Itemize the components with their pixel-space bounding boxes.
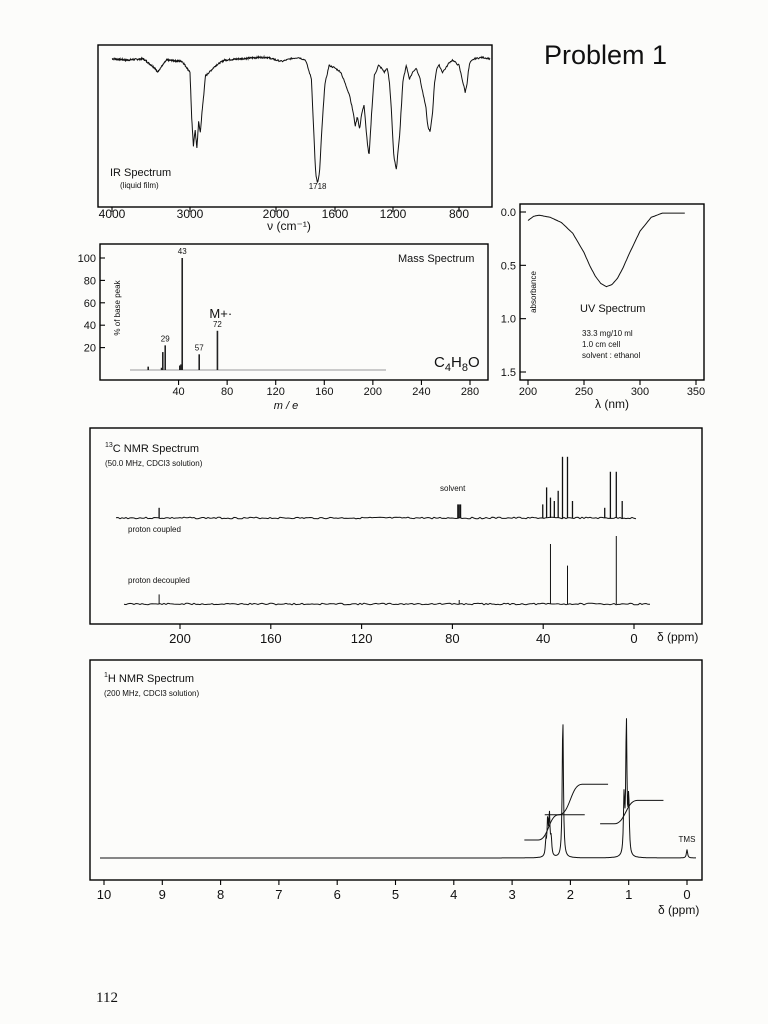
ms-x-tick-label-0: 40	[172, 386, 185, 398]
ir-peak-label: 1718	[308, 182, 327, 191]
uv-x-tick-label-0: 200	[518, 386, 538, 398]
ms-peak-label-1: 43	[177, 247, 187, 256]
ms-peak-label-0: 29	[160, 334, 170, 344]
ir-x-tick-label-3: 1600	[321, 207, 349, 221]
mass-spectrum-panel	[78, 244, 488, 412]
c13-x-tick-label-1: 160	[259, 631, 282, 646]
c13-x-tick-label-3: 80	[445, 631, 460, 646]
h1-x-tick-label-2: 8	[216, 887, 225, 902]
uv-y-axis-label: absorbance	[529, 271, 538, 313]
h1-x-tick-label-7: 3	[508, 887, 516, 902]
ms-x-tick-label-4: 200	[363, 386, 383, 398]
c13-x-tick-label-2: 120	[350, 631, 373, 646]
ms-label: Mass Spectrum	[398, 253, 475, 265]
ir-x-tick-label-4: 1200	[379, 207, 407, 221]
ms-peak-label-3: 72	[212, 319, 222, 329]
ms-x-tick-label-6: 280	[460, 386, 480, 398]
h1-x-tick-label-0: 10	[96, 887, 112, 902]
ms-y-tick-label-0: 100	[77, 253, 96, 265]
c13-decoupled-label: proton decoupled	[128, 576, 190, 585]
ir-x-tick-label-1: 3000	[176, 207, 204, 221]
ms-y-tick-label-2: 60	[83, 297, 96, 310]
ir-label: IR Spectrum	[110, 167, 172, 179]
h1-integral-0	[524, 815, 584, 840]
ir-trace-line	[112, 57, 490, 183]
h1-x-axis-label: δ (ppm)	[658, 903, 700, 917]
h1-x-tick-label-4: 6	[333, 887, 341, 902]
uv-label: UV Spectrum	[580, 303, 646, 315]
uv-y-tick-label-0: 0.0	[500, 207, 516, 219]
ms-x-axis-label: m / e	[273, 400, 299, 412]
c13-x-tick-label-0: 200	[169, 631, 191, 646]
c13-x-tick-label-5: 0	[630, 631, 638, 646]
uv-x-tick-label-1: 250	[574, 386, 594, 398]
h1-integral-1	[545, 784, 608, 815]
ir-x-tick-label-2: 2000	[262, 207, 290, 221]
c13-title: $^{13}$C NMR Spectrum	[105, 442, 199, 455]
uv-trace-line	[528, 213, 685, 287]
c13-decoupled-trace	[124, 603, 650, 605]
uv-y-tick-label-1: 0.5	[500, 260, 516, 273]
ir-spectrum-panel	[98, 45, 492, 233]
uv-x-axis-label: λ (nm)	[595, 397, 629, 411]
ms-x-tick-label-3: 160	[315, 386, 334, 398]
ms-molecular-ion-label: M+·	[209, 305, 233, 321]
ms-x-tick-label-5: 240	[412, 386, 431, 398]
h1-nmr-panel	[90, 660, 702, 917]
h1-x-tick-label-1: 9	[158, 887, 166, 902]
ms-x-tick-label-1: 80	[221, 386, 234, 398]
h1-x-tick-label-10: 0	[683, 887, 691, 902]
uv-condition-3: solvent : ethanol	[582, 351, 641, 360]
h1-x-tick-label-9: 1	[625, 887, 633, 902]
ir-sublabel: (liquid film)	[120, 181, 159, 190]
h1-x-tick-label-8: 2	[566, 887, 575, 902]
page-title: Problem 1	[544, 40, 668, 70]
uv-y-tick-label-3: 1.5	[500, 367, 516, 379]
c13-solvent-label: solvent	[440, 484, 466, 493]
page-number: 112	[96, 990, 118, 1006]
ms-y-tick-label-4: 20	[83, 342, 96, 355]
h1-integral-2	[600, 800, 663, 823]
uv-x-tick-label-3: 350	[686, 386, 706, 398]
uv-y-tick-label-2: 1.0	[500, 313, 516, 326]
c13-x-axis-label: δ (ppm)	[657, 630, 699, 644]
h1-sublabel: (200 MHz, CDCl3 solution)	[104, 689, 200, 698]
h1-trace-line	[100, 718, 696, 858]
ms-y-tick-label-1: 80	[83, 275, 96, 288]
ir-x-tick-label-0: 4000	[98, 207, 126, 221]
ir-x-axis-label: ν (cm⁻¹)	[267, 219, 311, 233]
h1-x-tick-label-3: 7	[275, 887, 283, 902]
ms-y-axis-label: % of base peak	[113, 280, 122, 336]
uv-condition-1: 33.3 mg/10 ml	[582, 329, 633, 338]
c13-x-tick-label-4: 40	[535, 631, 551, 646]
ms-x-tick-label-2: 120	[266, 386, 285, 398]
c13-nmr-panel	[90, 428, 702, 646]
c13-coupled-label: proton coupled	[128, 525, 181, 534]
uv-x-tick-label-2: 300	[630, 386, 650, 398]
ms-y-tick-label-3: 40	[83, 320, 96, 333]
uv-spectrum-panel	[501, 204, 705, 411]
uv-condition-2: 1.0 cm cell	[582, 340, 621, 349]
ms-peak-label-2: 57	[194, 343, 204, 353]
c13-frame	[90, 428, 702, 624]
c13-sublabel: (50.0 MHz, CDCl3 solution)	[105, 459, 203, 468]
h1-x-tick-label-6: 4	[450, 887, 458, 902]
h1-x-tick-label-5: 5	[391, 887, 400, 902]
h1-tms-label: TMS	[678, 835, 696, 844]
h1-title: $^1$H NMR Spectrum	[104, 672, 195, 685]
ir-x-tick-label-5: 800	[448, 207, 470, 221]
ms-formula: $C_4H_8O$	[434, 354, 480, 374]
